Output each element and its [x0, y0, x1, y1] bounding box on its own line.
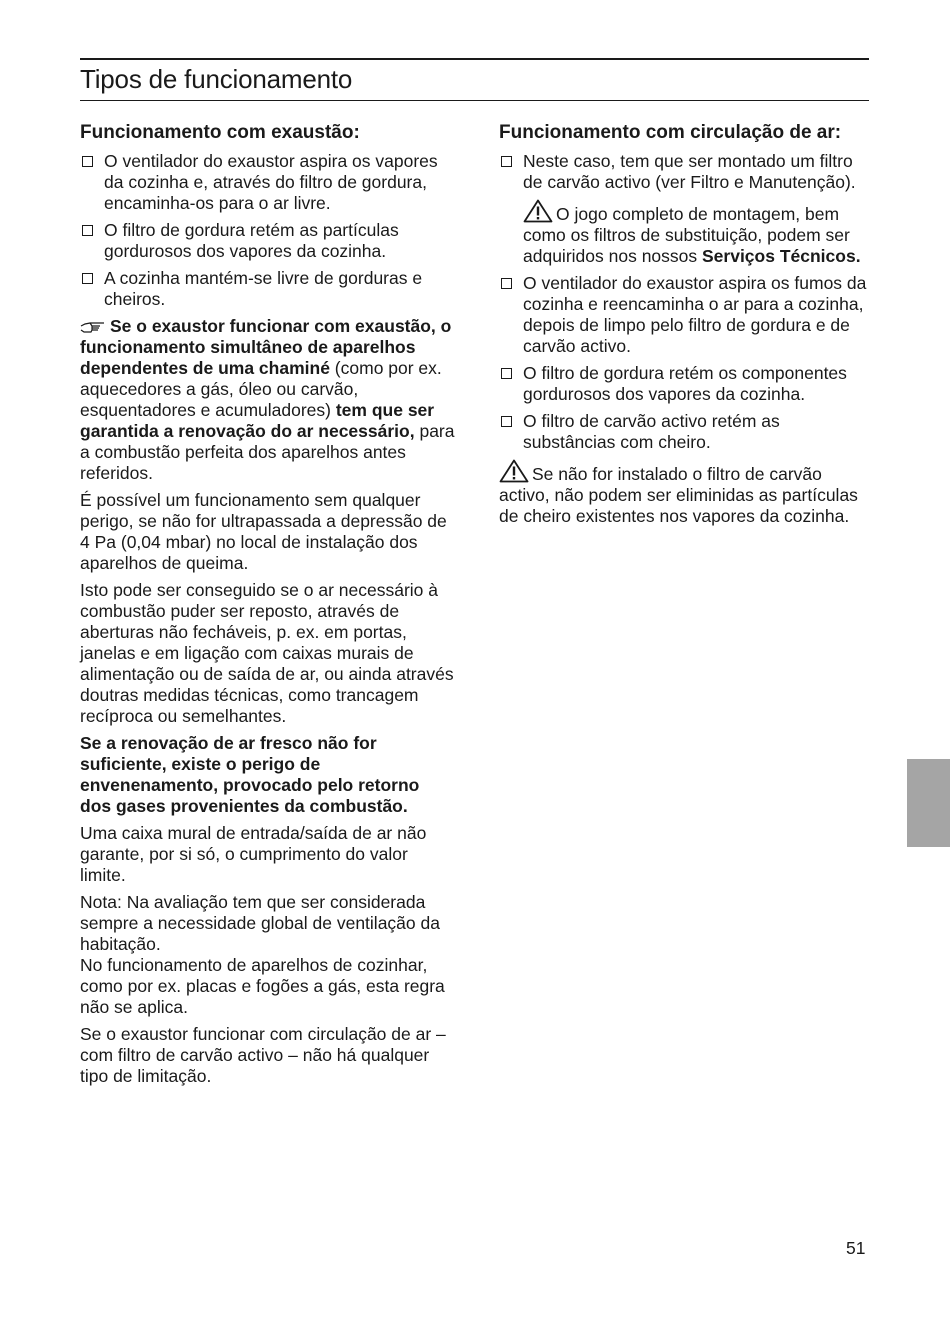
- carbon-filter-warning-text: Se não for instalado o filtro de carvão activo, não podem ser eliminidas as partículas de cheiro existentes nos vapores da cozinha.: [499, 464, 858, 526]
- carbon-filter-warning: [499, 459, 874, 527]
- list-item: [499, 151, 874, 193]
- checkbox-bullet-icon: [501, 416, 512, 427]
- checkbox-bullet-icon: [501, 156, 512, 167]
- list-item-text: O filtro de gordura retém as partículas gordurosos dos vapores da cozinha.: [104, 220, 399, 261]
- page-title: Tipos de funcionamento: [80, 64, 353, 94]
- checkbox-bullet-icon: [82, 273, 93, 284]
- header-rule-top: [80, 58, 869, 60]
- recirculation-list-1: [499, 151, 874, 193]
- note-paragraph: [80, 892, 455, 1018]
- assembly-kit-warning-text: O jogo completo de montagem, bem como os filtros de substituição, podem ser adquiridos nos nossos: [523, 204, 850, 266]
- list-item: [499, 273, 874, 357]
- chimney-notice-bold-1: Se o exaustor funcionar com exaustão, o funcionamento simultâneo de aparelhos dependentes de uma chaminé: [80, 316, 452, 378]
- exhaust-mode-list: [80, 151, 455, 310]
- recirculation-list-2: [499, 273, 874, 453]
- assembly-kit-warning: [499, 199, 874, 267]
- page-number: 51: [846, 1238, 866, 1258]
- list-item: [80, 268, 455, 310]
- list-item: [499, 363, 874, 405]
- chimney-notice-text-1: (como por ex. aquecedores a gás, óleo ou carvão, esquentadores e acumuladores): [80, 358, 442, 420]
- list-item-text: A cozinha mantém-se livre de gorduras e cheiros.: [104, 268, 423, 309]
- checkbox-bullet-icon: [501, 278, 512, 289]
- recirculation-mode-heading: Funcionamento com circulação de ar:: [499, 122, 842, 143]
- note-text-1: Nota: Na avaliação tem que ser considerada sempre a necessidade global de ventilação da habitação.: [80, 892, 440, 954]
- list-item-text: O ventilador do exaustor aspira os fumos da cozinha e reencaminha o ar para a cozinha, depois de limpo pelo filtro de gordura e de carvão activo.: [523, 273, 867, 356]
- list-item-text: O filtro de carvão activo retém as substâncias com cheiro.: [523, 411, 780, 452]
- pointing-hand-icon: [80, 320, 106, 333]
- poisoning-warning-text: Se a renovação de ar fresco não for suficiente, existe o perigo de envenenamento, provocado pelo retorno dos gases provenientes da combustão.: [80, 733, 420, 816]
- exhaust-mode-heading: Funcionamento com exaustão:: [80, 122, 360, 143]
- safe-operation-paragraph: É possível um funcionamento sem qualquer perigo, se não for ultrapassada a depressão de 4 Pa (0,04 mbar) no local de instalação dos aparelhos de queima.: [80, 490, 447, 573]
- list-item-text: O ventilador do exaustor aspira os vapores da cozinha e, através do filtro de gordura, encaminha-os para o ar livre.: [104, 151, 438, 213]
- list-item: [499, 411, 874, 453]
- chimney-notice-bold-2: tem que ser garantida a renovação do ar necessário,: [80, 400, 435, 441]
- warning-triangle-icon: [523, 199, 553, 223]
- checkbox-bullet-icon: [82, 225, 93, 236]
- poisoning-warning-paragraph: [80, 733, 455, 817]
- list-item: [80, 220, 455, 262]
- list-item-text: O filtro de gordura retém os componentes gordurosos dos vapores da cozinha.: [523, 363, 847, 404]
- note-text-2: No funcionamento de aparelhos de cozinhar, como por ex. placas e fogões a gás, esta regra não se aplica.: [80, 955, 445, 1017]
- wall-box-paragraph: Uma caixa mural de entrada/saída de ar não garante, por si só, o cumprimento do valor limite.: [80, 823, 427, 885]
- section-side-tab: [907, 759, 950, 847]
- chimney-notice-text-2: para a combustão perfeita dos aparelhos antes referidos.: [80, 421, 455, 483]
- chimney-notice: [80, 316, 455, 484]
- technical-services-label: Serviços Técnicos.: [702, 246, 861, 266]
- list-item: [80, 151, 455, 214]
- list-item-text: Neste caso, tem que ser montado um filtro de carvão activo (ver Filtro e Manutenção).: [523, 151, 856, 192]
- header-rule-bottom: [80, 100, 869, 101]
- air-supply-paragraph: Isto pode ser conseguido se o ar necessário à combustão puder ser reposto, através de aberturas não fecháveis, p. ex. em portas, janelas e em ligação com caixas murais de alimentação ou de saída de ar, ou ainda através doutras medidas técnicas, como trancagem recíproca ou semelhantes.: [80, 580, 454, 726]
- right-column: [499, 122, 874, 533]
- warning-triangle-icon: [499, 459, 529, 483]
- checkbox-bullet-icon: [82, 156, 93, 167]
- left-column: [80, 122, 455, 1093]
- checkbox-bullet-icon: [501, 368, 512, 379]
- recirculation-limit-paragraph: Se o exaustor funcionar com circulação de ar – com filtro de carvão activo – não há qualquer tipo de limitação.: [80, 1024, 446, 1086]
